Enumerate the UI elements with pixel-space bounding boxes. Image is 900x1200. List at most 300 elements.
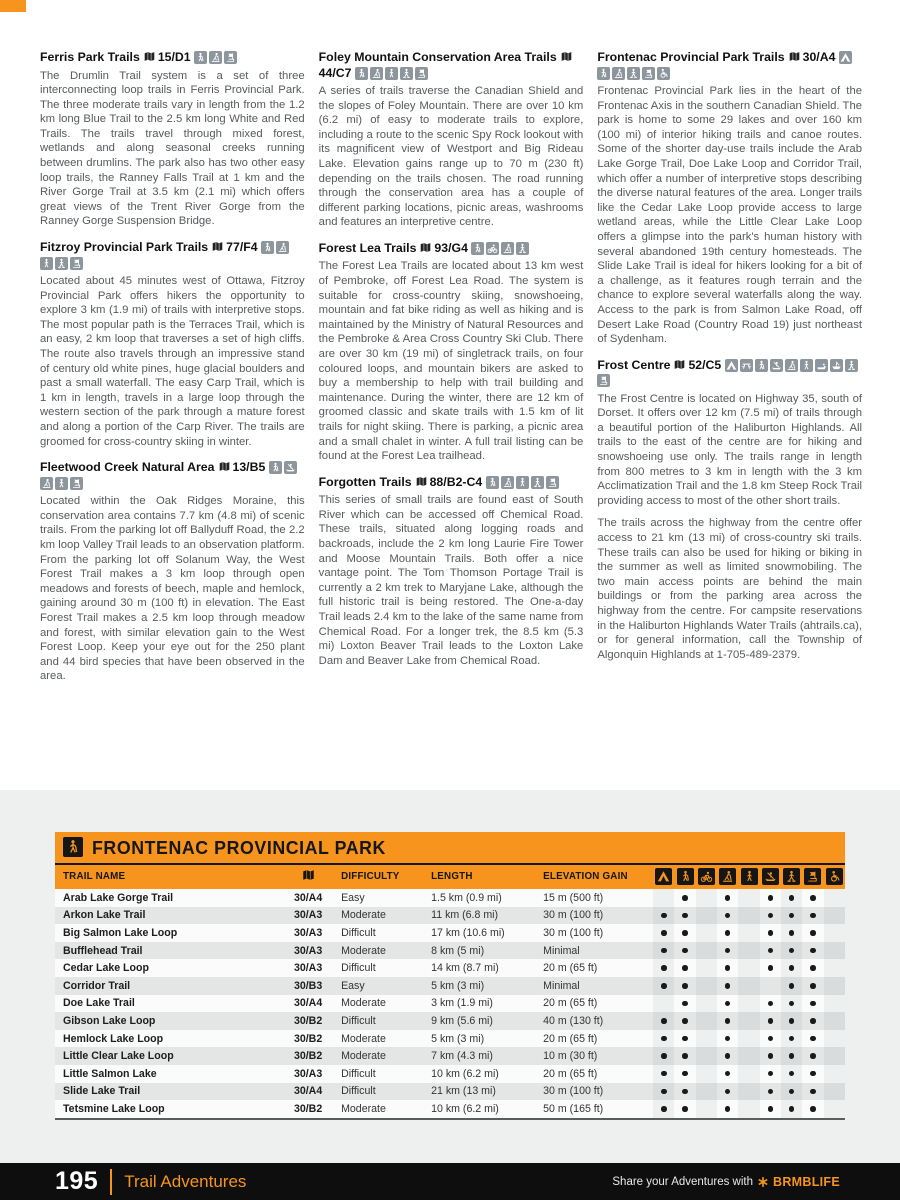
activity-cell-paddling bbox=[760, 977, 781, 995]
map-ref-cell: 30/A3 bbox=[293, 944, 323, 957]
activity-dot bbox=[789, 965, 795, 971]
elevation-cell: 15 m (500 ft) bbox=[543, 891, 604, 904]
activity-dot bbox=[682, 1071, 688, 1077]
article-paragraph: A series of trails traverse the Canadian Shield and the slopes of Foley Mountain. There are over 10 km (6.2 mi) of easy to moderate trails to explore, including a route to the scenic Spy Rock lookout with its magnificent view of Westport and Big Rideau Lake. Elevation gains range up to 70 m (230 ft) depending on the trails chosen. The road running through the conservation area has a couple of different parking locations, picnic areas, washrooms and features an interpretive centre. bbox=[318, 85, 584, 229]
cross-country-skiing-icon bbox=[370, 67, 383, 80]
activity-cell-paddling bbox=[760, 1065, 781, 1083]
trail-name-cell: Gibson Lake Loop bbox=[63, 1014, 156, 1027]
col-header-camping bbox=[653, 864, 674, 889]
activity-cell-hiking bbox=[674, 995, 695, 1013]
footer-divider bbox=[110, 1169, 112, 1195]
activity-cell-cross-country-skiing bbox=[717, 959, 738, 977]
article-title: Fitzroy Provincial Park Trails bbox=[40, 240, 209, 255]
article bbox=[40, 50, 305, 229]
activity-cell-biking bbox=[696, 1047, 717, 1065]
activity-cell-cross-country-skiing bbox=[717, 1083, 738, 1101]
trail-name-cell: Arab Lake Gorge Trail bbox=[63, 891, 174, 904]
activity-cell-camping bbox=[653, 1083, 674, 1101]
camping-icon bbox=[655, 868, 672, 885]
map-book-icon bbox=[560, 51, 573, 62]
activity-dot bbox=[810, 1071, 816, 1077]
trail-name-cell: Bufflehead Trail bbox=[63, 944, 143, 957]
length-cell: 1.5 km (0.9 mi) bbox=[431, 891, 502, 904]
activity-dot bbox=[789, 1018, 795, 1024]
activity-cell-wheelchair-accessible bbox=[824, 959, 845, 977]
activity-cell-paddling bbox=[760, 907, 781, 925]
difficulty-cell: Moderate bbox=[341, 997, 386, 1010]
activity-dot bbox=[810, 948, 816, 954]
article bbox=[319, 475, 584, 669]
hiking-icon bbox=[471, 242, 484, 255]
map-book-icon bbox=[788, 51, 801, 62]
activity-cell-wheelchair-accessible bbox=[824, 995, 845, 1013]
difficulty-cell: Difficult bbox=[341, 962, 376, 975]
map-reference: 15/D1 bbox=[157, 50, 195, 64]
col-header-elevation: ELEVATION GAIN bbox=[543, 871, 628, 882]
activity-dot bbox=[661, 983, 667, 989]
difficulty-cell: Moderate bbox=[341, 1032, 386, 1045]
activity-dot bbox=[810, 1036, 816, 1042]
article-heading bbox=[40, 460, 305, 491]
col-header-cross-country-skiing bbox=[717, 864, 738, 889]
trail-name-cell: Corridor Trail bbox=[63, 979, 131, 992]
page-number: 195 bbox=[55, 1167, 99, 1195]
trail-name-cell: Big Salmon Lake Loop bbox=[63, 926, 178, 939]
activity-dot bbox=[682, 930, 688, 936]
article-heading bbox=[597, 50, 862, 81]
col-header-interpretive bbox=[802, 864, 823, 889]
wheelchair-accessible-icon bbox=[657, 67, 670, 80]
biking-icon bbox=[698, 868, 715, 885]
activity-dot bbox=[789, 1089, 795, 1095]
trail-name-cell: Doe Lake Trail bbox=[63, 997, 135, 1010]
elevation-cell: 30 m (100 ft) bbox=[543, 909, 604, 922]
map-ref-cell: 30/B2 bbox=[293, 1050, 323, 1063]
activity-dot bbox=[661, 913, 667, 919]
col-header-trail-name: TRAIL NAME bbox=[63, 871, 126, 882]
activity-dot bbox=[789, 1053, 795, 1059]
snowshoeing-icon bbox=[516, 242, 529, 255]
trail-name-cell: Tetsmine Lake Loop bbox=[63, 1102, 165, 1115]
activity-cell-interpretive bbox=[802, 1065, 823, 1083]
activity-dot bbox=[789, 1071, 795, 1077]
activity-cell-biking bbox=[696, 924, 717, 942]
activity-cell-camping bbox=[653, 995, 674, 1013]
activity-dot bbox=[789, 983, 795, 989]
activity-cell-paddling bbox=[760, 1030, 781, 1048]
activity-cell-biking bbox=[696, 1065, 717, 1083]
article-title: Fleetwood Creek Natural Area bbox=[40, 460, 215, 475]
activity-cell-paddling bbox=[760, 959, 781, 977]
map-ref-cell: 30/A3 bbox=[293, 909, 323, 922]
activity-dot bbox=[661, 1036, 667, 1042]
length-cell: 3 km (1.9 mi) bbox=[431, 997, 493, 1010]
paddling-icon bbox=[284, 461, 297, 474]
activity-dot bbox=[661, 1089, 667, 1095]
col-header-biking bbox=[696, 864, 717, 889]
map-reference: 44/C7 bbox=[318, 65, 355, 80]
activity-dot bbox=[682, 1089, 688, 1095]
table-row bbox=[55, 977, 845, 995]
length-cell: 10 km (6.2 mi) bbox=[431, 1067, 499, 1080]
hiking-icon bbox=[269, 461, 282, 474]
brand-name: BRMBLIFE bbox=[773, 1174, 840, 1189]
activity-dot bbox=[725, 983, 731, 989]
activity-cell-hiking bbox=[674, 977, 695, 995]
map-book-icon bbox=[673, 359, 686, 370]
elevation-cell: Minimal bbox=[543, 979, 580, 992]
table-band bbox=[0, 790, 900, 1163]
article bbox=[319, 50, 584, 230]
camping-icon bbox=[725, 359, 738, 372]
hiking-icon bbox=[486, 476, 499, 489]
difficulty-cell: Easy bbox=[341, 891, 365, 904]
activity-cell-snowshoeing bbox=[781, 889, 802, 907]
hiking-icon bbox=[597, 67, 610, 80]
article bbox=[40, 460, 305, 684]
difficulty-cell: Difficult bbox=[341, 1014, 376, 1027]
activity-cell-cross-country-skiing bbox=[717, 1100, 738, 1119]
activity-cell-wheelchair-accessible bbox=[824, 924, 845, 942]
activity-cell-interpretive bbox=[802, 977, 823, 995]
map-ref-cell: 30/B2 bbox=[293, 1102, 323, 1115]
footer-section-title: Trail Adventures bbox=[124, 1171, 247, 1191]
activity-dot bbox=[810, 1053, 816, 1059]
activity-cell-cross-country-skiing bbox=[717, 1047, 738, 1065]
activity-cell-interpretive bbox=[802, 907, 823, 925]
walking-icon bbox=[55, 477, 68, 490]
activity-dot bbox=[789, 930, 795, 936]
article bbox=[319, 241, 584, 464]
activity-cell-hiking bbox=[674, 1100, 695, 1119]
table-row bbox=[55, 907, 845, 925]
elevation-cell: 20 m (65 ft) bbox=[543, 997, 598, 1010]
activity-cell-camping bbox=[653, 924, 674, 942]
table-row bbox=[55, 1083, 845, 1101]
activity-dot bbox=[661, 1071, 667, 1077]
article-paragraph: The Drumlin Trail system is a set of three interconnecting loop trails in Ferris Provincial Park. The three moderate trails vary in length from the 1.2 km long Blue Trail to the 2.5 km long White and Red Trails. The trails travel through mixed forest, wetlands and along seasonal creeks running between drumlins. The park also has two other easy loop trails, the Ranney Falls Trail at 1 km and the River Gorge Trail at 3.5 km (2.1 mi) which offers great views of the Trent River Gorge from the Ranney Gorge Suspension Bridge. bbox=[40, 69, 305, 228]
activity-cell-walking bbox=[738, 1047, 759, 1065]
map-reference: 88/B2-C4 bbox=[429, 474, 486, 489]
map-ref-cell: 30/A3 bbox=[293, 1067, 323, 1080]
activity-cell-snowshoeing bbox=[781, 977, 802, 995]
activity-cell-hiking bbox=[674, 1030, 695, 1048]
interpretive-icon bbox=[597, 374, 610, 387]
activity-cell-interpretive bbox=[802, 942, 823, 960]
activity-dot bbox=[810, 983, 816, 989]
snowshoeing-icon bbox=[783, 868, 800, 885]
activity-cell-walking bbox=[738, 1065, 759, 1083]
article-paragraph: Frontenac Provincial Park lies in the heart of the Frontenac Axis in the southern Canadian Shield. The park is home to some 29 lakes and over 160 km (100 mi) of interior hiking trails and canoe routes. Some of the shorter day-use trails include the Arab Lake Gorge Trail, Doe Lake Loop and Corridor Trail, which offer a number of interpretive stops describing the diverse natural features of the area. Longer trails like the Cedar Lake Loop provide access to large wetland areas, while the Little Clear Lake Loop offers a glimpse into the park's human history with several abandoned 19th century homesteads. The Slide Lake Trail is ideal for hikers looking for a bit of a challenge, as it features rough terrain and the chance to explore several waterfalls along the way. Access to the park is from Salmon Lake Road, off Desert Lake Road (Country Road 19) just northeast of Sydenham. bbox=[597, 85, 863, 346]
difficulty-cell: Moderate bbox=[341, 1102, 386, 1115]
length-cell: 9 km (5.6 mi) bbox=[431, 1014, 493, 1027]
activity-cell-wheelchair-accessible bbox=[824, 1047, 845, 1065]
share-text: Share your Adventures with bbox=[612, 1175, 754, 1188]
elevation-cell: 30 m (100 ft) bbox=[543, 926, 604, 939]
activity-cell-interpretive bbox=[802, 1100, 823, 1119]
activity-dot bbox=[810, 1089, 816, 1095]
activity-cell-paddling bbox=[760, 995, 781, 1013]
activity-cell-biking bbox=[696, 907, 717, 925]
snowshoeing-icon bbox=[845, 359, 858, 372]
table-row bbox=[55, 942, 845, 960]
activity-cell-interpretive bbox=[802, 1012, 823, 1030]
activity-cell-biking bbox=[696, 959, 717, 977]
activity-cell-interpretive bbox=[802, 889, 823, 907]
activity-cell-biking bbox=[696, 942, 717, 960]
article bbox=[597, 50, 862, 347]
activity-cell-walking bbox=[738, 889, 759, 907]
activity-cell-hiking bbox=[674, 907, 695, 925]
activity-dot bbox=[725, 1018, 731, 1024]
elevation-cell: 40 m (130 ft) bbox=[543, 1014, 604, 1027]
trail-data-table bbox=[55, 863, 845, 1120]
activity-dot bbox=[768, 930, 774, 936]
cross-country-skiing-icon bbox=[785, 359, 798, 372]
length-cell: 21 km (13 mi) bbox=[431, 1085, 496, 1098]
trail-name-cell: Slide Lake Trail bbox=[63, 1085, 141, 1098]
activity-cell-cross-country-skiing bbox=[717, 1012, 738, 1030]
activity-dot bbox=[682, 1036, 688, 1042]
elevation-cell: Minimal bbox=[543, 944, 580, 957]
table-title-bar bbox=[55, 832, 845, 863]
activity-dot bbox=[682, 965, 688, 971]
table-title: FRONTENAC PROVINCIAL PARK bbox=[92, 836, 386, 858]
activity-cell-walking bbox=[738, 907, 759, 925]
cross-country-skiing-icon bbox=[501, 476, 514, 489]
activity-cell-paddling bbox=[760, 1083, 781, 1101]
cross-country-skiing-icon bbox=[209, 51, 222, 64]
activity-cell-walking bbox=[738, 995, 759, 1013]
activity-dot bbox=[768, 1106, 774, 1112]
article bbox=[597, 358, 862, 663]
activity-cell-hiking bbox=[674, 1083, 695, 1101]
activity-cell-biking bbox=[696, 1030, 717, 1048]
activity-cell-camping bbox=[653, 1012, 674, 1030]
length-cell: 10 km (6.2 mi) bbox=[431, 1102, 499, 1115]
activity-dot bbox=[682, 948, 688, 954]
activity-dot bbox=[725, 930, 731, 936]
activity-dot bbox=[789, 948, 795, 954]
map-reference: 13/B5 bbox=[232, 460, 269, 475]
map-book-icon bbox=[211, 241, 224, 252]
frontenac-trail-table bbox=[55, 832, 845, 1120]
difficulty-cell: Moderate bbox=[341, 944, 386, 957]
activity-dot bbox=[682, 983, 688, 989]
table-row bbox=[55, 1012, 845, 1030]
activity-dot bbox=[725, 913, 731, 919]
length-cell: 8 km (5 mi) bbox=[431, 944, 485, 957]
activity-cell-camping bbox=[653, 959, 674, 977]
trail-name-cell: Arkon Lake Trail bbox=[63, 909, 146, 922]
table-row bbox=[55, 1030, 845, 1048]
activity-cell-walking bbox=[738, 1012, 759, 1030]
activity-dot bbox=[661, 1053, 667, 1059]
map-reference: 30/A4 bbox=[802, 50, 839, 64]
paddling-icon bbox=[770, 359, 783, 372]
activity-cell-camping bbox=[653, 977, 674, 995]
activity-cell-biking bbox=[696, 995, 717, 1013]
activity-dot bbox=[810, 1018, 816, 1024]
interpretive-icon bbox=[224, 51, 237, 64]
activity-dot bbox=[725, 1089, 731, 1095]
length-cell: 11 km (6.8 mi) bbox=[431, 909, 499, 922]
article bbox=[40, 240, 305, 449]
col-header-difficulty: DIFFICULTY bbox=[341, 871, 400, 882]
hiking-icon bbox=[355, 67, 368, 80]
activity-cell-hiking bbox=[674, 1065, 695, 1083]
interpretive-icon bbox=[546, 476, 559, 489]
brmb-asterisk-icon bbox=[757, 1176, 769, 1188]
activity-dot bbox=[768, 913, 774, 919]
activity-cell-camping bbox=[653, 1065, 674, 1083]
activity-dot bbox=[810, 930, 816, 936]
activity-cell-biking bbox=[696, 889, 717, 907]
trail-name-cell: Hemlock Lake Loop bbox=[63, 1032, 164, 1045]
activity-cell-camping bbox=[653, 942, 674, 960]
activity-cell-wheelchair-accessible bbox=[824, 1030, 845, 1048]
activity-cell-snowshoeing bbox=[781, 1065, 802, 1083]
activity-cell-snowshoeing bbox=[781, 1012, 802, 1030]
difficulty-cell: Moderate bbox=[341, 909, 386, 922]
column-right bbox=[597, 50, 862, 740]
length-cell: 5 km (3 mi) bbox=[431, 1032, 485, 1045]
activity-cell-cross-country-skiing bbox=[717, 977, 738, 995]
activity-cell-wheelchair-accessible bbox=[824, 1083, 845, 1101]
activity-dot bbox=[789, 895, 795, 901]
activity-dot bbox=[725, 1071, 731, 1077]
article-title: Forest Lea Trails bbox=[318, 240, 417, 255]
interpretive-icon bbox=[804, 868, 821, 885]
activity-cell-wheelchair-accessible bbox=[824, 889, 845, 907]
activity-cell-camping bbox=[653, 1030, 674, 1048]
interpretive-icon bbox=[642, 67, 655, 80]
map-ref-cell: 30/A3 bbox=[293, 926, 323, 939]
activity-cell-snowshoeing bbox=[781, 995, 802, 1013]
difficulty-cell: Difficult bbox=[341, 926, 376, 939]
activity-dot bbox=[810, 1001, 816, 1007]
activity-dot bbox=[725, 1106, 731, 1112]
activity-cell-cross-country-skiing bbox=[717, 889, 738, 907]
activity-dot bbox=[810, 895, 816, 901]
walking-icon bbox=[516, 476, 529, 489]
article-paragraph: This series of small trails are found east of South River which can be accessed off Chemical Road. These trails, situated along logging roads and backroads, include the 2 km long Laurie Fire Tower and Moose Mountain Trails. Both offer a nice vantage point. The Tom Thomson Portage Trail is currently a 2 km trek to Maryjane Lake, although the full historic trail is being restored. The One-a-day Trail leads 2.4 km to the lake of the same name from Chemical Road. For a longer trek, the 8.5 km (5.3 mi) Loxton Beaver Trail leads to the Loxton Lake Dam and Beaver Lake from Chemical Road. bbox=[318, 494, 584, 667]
col-header-wheelchair-accessible bbox=[824, 864, 845, 889]
map-reference: 93/G4 bbox=[434, 240, 472, 255]
activity-cell-wheelchair-accessible bbox=[824, 942, 845, 960]
article-paragraph: Located about 45 minutes west of Ottawa, Fitzroy Provincial Park offers hikers the opportunity to explore 3 km (1.9 mi) of trails with interpretive stops. The most popular path is the Terraces Trail, which is an easy, 2 km loop that traverses a set of high cliffs. The route also travels through an impressive stand of century old white pines, huge glacial boulders and past a small waterfall. The easy Carp Trail, which is 1 km in length, travels in a large loop through the western section of the park through a mature forest and along a portion of the Carp River. The trails are groomed for cross-country skiing in winter. bbox=[40, 275, 305, 448]
activity-cell-hiking bbox=[674, 1012, 695, 1030]
activity-cell-hiking bbox=[674, 924, 695, 942]
activity-cell-biking bbox=[696, 1100, 717, 1119]
page-footer bbox=[0, 1163, 900, 1200]
elevation-cell: 10 m (30 ft) bbox=[543, 1050, 598, 1063]
activity-dot bbox=[725, 1001, 731, 1007]
article-paragraph: The trails across the highway from the centre offer access to 21 km (13 mi) of cross-country ski trails. These trails can also be used for hiking or biking in the summer as well as limited snowmobiling. The two main access points are behind the main buildings or from the parking area across the highway from the centre. For campsite reservations in the Haliburton Highlands Water Trails (ahtrails.ca), or for general information, call the Township of Algonquin Highlands at 1-705-489-2379. bbox=[597, 517, 863, 661]
article-paragraph: Located within the Oak Ridges Moraine, this conservation area contains 7.7 km (4.8 mi) of scenic trails. From the parking lot off Ballyduff Road, the 2.2 km loop Valley Trail leads to an observation platform. From the parking lot off Solanum Way, the West Forest Trail makes a 3 km loop through open meadows and forests of beech, maple and hemlock, gaining around 30 m (100 ft) in elevation. The East Forest Trail makes a 2.5 km loop through meadow and forest, with similar elevation gain to the West Forest Loop. Keep your eye out for the 250 plant and 44 bird species that have been observed in the area. bbox=[40, 495, 305, 683]
article-heading bbox=[40, 240, 305, 271]
map-ref-cell: 30/A4 bbox=[293, 997, 323, 1010]
activity-dot bbox=[661, 965, 667, 971]
map-ref-cell: 30/B2 bbox=[293, 1032, 323, 1045]
col-header-walking bbox=[738, 864, 759, 889]
activity-cell-paddling bbox=[760, 1100, 781, 1119]
activity-cell-snowshoeing bbox=[781, 1047, 802, 1065]
table-row bbox=[55, 1065, 845, 1083]
activity-dot bbox=[768, 1089, 774, 1095]
activity-dot bbox=[725, 1036, 731, 1042]
table-row bbox=[55, 889, 845, 907]
biking-icon bbox=[486, 242, 499, 255]
elevation-cell: 20 m (65 ft) bbox=[543, 1032, 598, 1045]
length-cell: 17 km (10.6 mi) bbox=[431, 926, 505, 939]
table-row bbox=[55, 1047, 845, 1065]
activity-cell-paddling bbox=[760, 942, 781, 960]
length-cell: 7 km (4.3 mi) bbox=[431, 1050, 493, 1063]
activity-dot bbox=[725, 895, 731, 901]
activity-cell-snowshoeing bbox=[781, 907, 802, 925]
cross-country-skiing-icon bbox=[40, 477, 53, 490]
table-row bbox=[55, 959, 845, 977]
article-heading bbox=[319, 50, 584, 81]
col-header-hiking bbox=[674, 864, 695, 889]
article-heading bbox=[40, 50, 305, 66]
activity-dot bbox=[768, 1071, 774, 1077]
activity-dot bbox=[810, 1106, 816, 1112]
cross-country-skiing-icon bbox=[501, 242, 514, 255]
col-header-map bbox=[277, 864, 339, 889]
page-corner-tab bbox=[0, 0, 26, 12]
activity-cell-snowshoeing bbox=[781, 942, 802, 960]
trail-name-cell: Little Clear Lake Loop bbox=[63, 1050, 174, 1063]
activity-cell-cross-country-skiing bbox=[717, 995, 738, 1013]
activity-dot bbox=[768, 965, 774, 971]
camping-icon bbox=[839, 51, 852, 64]
map-ref-cell: 30/A3 bbox=[293, 962, 323, 975]
activity-cell-camping bbox=[653, 907, 674, 925]
activity-dot bbox=[682, 895, 688, 901]
cross-country-skiing-icon bbox=[276, 241, 289, 254]
map-ref-cell: 30/A4 bbox=[293, 1085, 323, 1098]
activity-cell-cross-country-skiing bbox=[717, 907, 738, 925]
walking-icon bbox=[40, 257, 53, 270]
activity-cell-cross-country-skiing bbox=[717, 1030, 738, 1048]
table-row bbox=[55, 1100, 845, 1119]
activity-dot bbox=[682, 1001, 688, 1007]
activity-cell-interpretive bbox=[802, 1083, 823, 1101]
hiking-icon bbox=[194, 51, 207, 64]
article-heading bbox=[319, 475, 584, 491]
activity-dot bbox=[810, 965, 816, 971]
article-title: Frost Centre bbox=[597, 357, 671, 372]
activity-cell-camping bbox=[653, 889, 674, 907]
activity-dot bbox=[768, 895, 774, 901]
activity-dot bbox=[789, 913, 795, 919]
activity-dot bbox=[661, 930, 667, 936]
article-heading bbox=[597, 358, 862, 389]
activity-cell-cross-country-skiing bbox=[717, 924, 738, 942]
activity-cell-paddling bbox=[760, 1047, 781, 1065]
activity-cell-biking bbox=[696, 1083, 717, 1101]
activity-dot bbox=[682, 1018, 688, 1024]
hiking-icon bbox=[63, 837, 83, 857]
map-book-icon bbox=[419, 242, 432, 253]
activity-dot bbox=[768, 948, 774, 954]
cross-country-skiing-icon bbox=[719, 868, 736, 885]
activity-cell-wheelchair-accessible bbox=[824, 1065, 845, 1083]
activity-cell-biking bbox=[696, 1012, 717, 1030]
article-title: Ferris Park Trails bbox=[40, 50, 140, 64]
